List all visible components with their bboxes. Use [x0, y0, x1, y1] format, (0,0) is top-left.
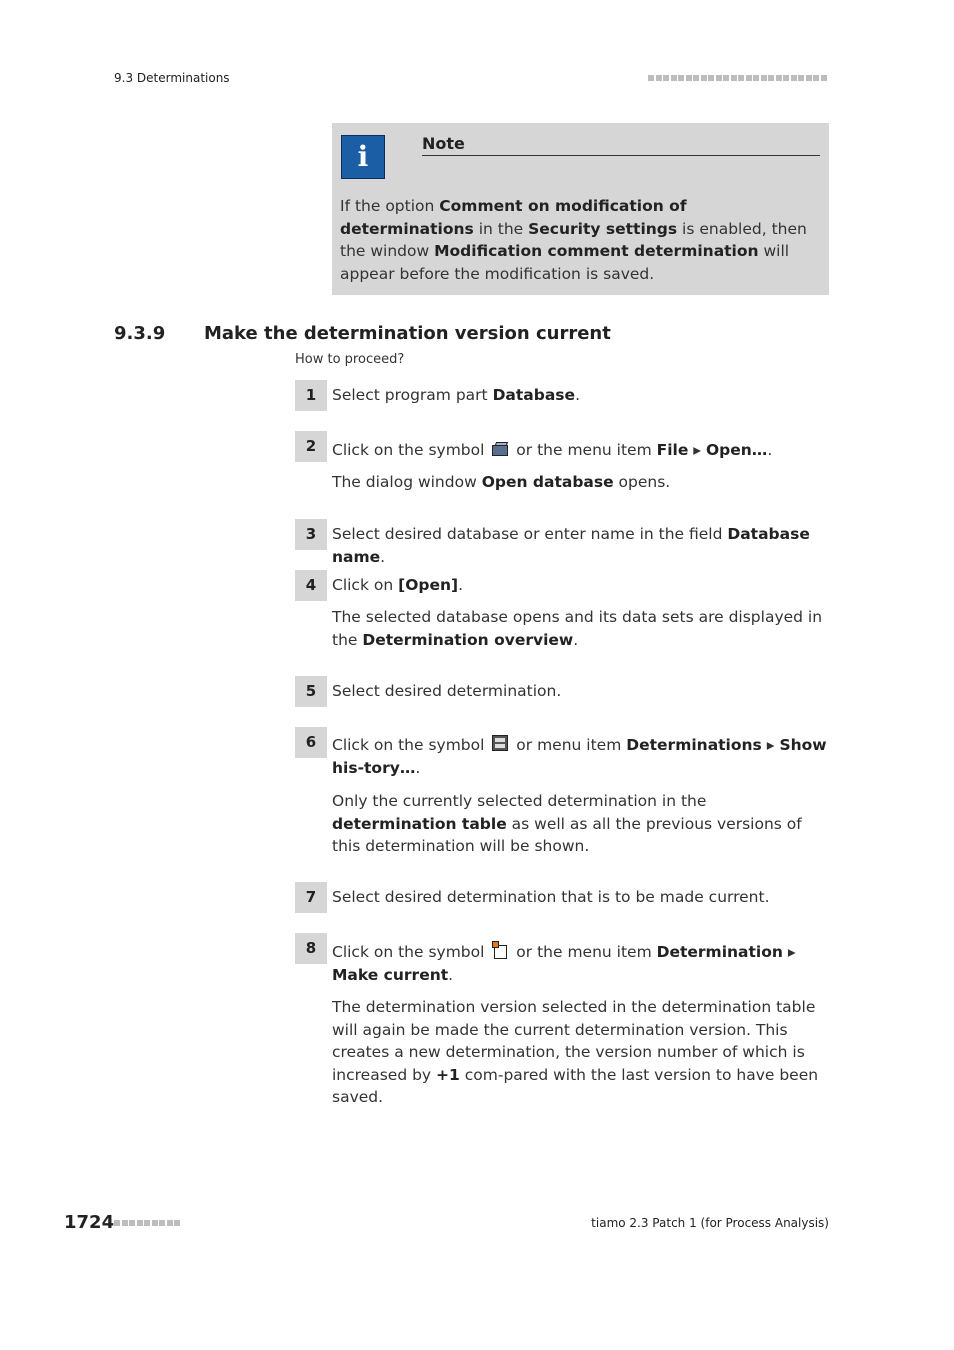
decoration-square — [746, 75, 752, 81]
text-run: as well as all the previous versions of this determination will be shown. — [332, 814, 802, 855]
text-run: Click on the symbol — [332, 736, 490, 754]
step-number: 5 — [295, 676, 327, 707]
show-history-icon[interactable] — [491, 734, 509, 752]
step-instruction — [332, 439, 829, 462]
note-text — [340, 195, 824, 285]
decoration-square — [723, 75, 729, 81]
step-instruction — [332, 574, 829, 597]
step-instruction — [332, 734, 829, 779]
page-number: 1724 — [64, 1212, 115, 1233]
decoration-square — [122, 1220, 128, 1226]
decoration-square — [798, 75, 804, 81]
bold-term: Show his-tory… — [332, 736, 827, 777]
bold-term: Make current — [332, 965, 449, 984]
bold-term: Open… — [705, 441, 768, 459]
step-number: 2 — [295, 431, 327, 462]
text-run: in the — [473, 219, 529, 238]
decoration-square — [791, 75, 797, 81]
text-run: ▸ — [761, 736, 780, 754]
decoration-square — [738, 75, 744, 81]
decoration-square — [731, 75, 737, 81]
step-result — [332, 996, 829, 1109]
decoration-square — [768, 75, 774, 81]
product-name: tiamo 2.3 Patch 1 (for Process Analysis) — [591, 1216, 829, 1230]
text-run: Click on the symbol — [332, 943, 490, 961]
text-run: com-pared with the last version to have been saved. — [332, 1065, 819, 1106]
footer-decoration — [114, 1220, 182, 1226]
text-run: . — [573, 630, 579, 649]
text-run: is enabled, then the window — [340, 219, 807, 260]
decoration-square — [761, 75, 767, 81]
text-run: . — [448, 965, 454, 984]
decoration-square — [648, 75, 654, 81]
step-number: 4 — [295, 570, 327, 601]
text-run: Select desired database or enter name in the field — [332, 525, 728, 543]
decoration-square — [167, 1220, 173, 1226]
step-number: 1 — [295, 380, 327, 411]
step-result — [332, 606, 829, 651]
text-run: The selected database opens and its data sets are displayed in the — [332, 608, 823, 649]
text-run: Select program part — [332, 386, 493, 404]
text-run: ▸ — [688, 441, 706, 459]
bold-term: determination table — [332, 814, 507, 833]
bold-term: File — [656, 441, 689, 459]
step-number: 3 — [295, 519, 327, 550]
text-run: or menu item — [511, 736, 627, 754]
text-run: . — [380, 547, 386, 566]
text-run: will appear before the modification is saved. — [340, 242, 790, 283]
text-run: . — [575, 386, 580, 404]
decoration-square — [813, 75, 819, 81]
decoration-square — [656, 75, 662, 81]
bold-term: Database — [492, 386, 576, 404]
decoration-square — [663, 75, 669, 81]
decoration-square — [174, 1220, 180, 1226]
step-instruction — [332, 680, 829, 703]
text-run: The dialog window — [332, 473, 482, 491]
info-icon: i — [341, 135, 385, 179]
decoration-square — [152, 1220, 158, 1226]
how-to-proceed: How to proceed? — [295, 352, 405, 367]
decoration-square — [806, 75, 812, 81]
step-result — [332, 471, 829, 494]
open-folder-icon[interactable] — [491, 439, 509, 457]
text-run: opens. — [613, 473, 671, 491]
text-run: If the option — [340, 197, 440, 215]
text-run: . — [767, 441, 773, 459]
text-run: Click on — [332, 576, 399, 594]
decoration-square — [753, 75, 759, 81]
note-box — [332, 123, 829, 295]
step-number: 8 — [295, 933, 327, 964]
step-number: 7 — [295, 882, 327, 913]
step-instruction — [332, 523, 829, 568]
decoration-square — [783, 75, 789, 81]
text-run: ▸ — [782, 943, 796, 961]
bold-term: +1 — [436, 1065, 460, 1084]
decoration-square — [776, 75, 782, 81]
bold-term: Database name — [332, 525, 810, 566]
section-title: Make the determination version current — [204, 323, 611, 344]
decoration-square — [129, 1220, 135, 1226]
text-run: Select desired determination that is to be made current. — [332, 888, 770, 906]
make-current-icon[interactable] — [491, 941, 509, 959]
running-header-section: 9.3 Determinations — [114, 71, 230, 85]
text-run: . — [458, 576, 464, 594]
bold-term: Determination overview — [362, 630, 574, 649]
note-title: Note — [422, 134, 820, 156]
text-run: The determination version selected in the determination table will again be made the current determination version. This creates a new determination, the version number of which is increased by — [332, 998, 816, 1084]
decoration-square — [144, 1220, 150, 1226]
text-run: Select desired determination. — [332, 682, 562, 700]
text-run: or the menu item — [511, 943, 657, 961]
text-run: . — [415, 758, 421, 777]
bold-term: Security settings — [528, 219, 678, 238]
step-instruction — [332, 384, 829, 407]
bold-term: Comment on modification of determinations — [340, 197, 687, 238]
decoration-square — [137, 1220, 143, 1226]
decoration-square — [701, 75, 707, 81]
header-decoration — [648, 75, 828, 81]
text-run: or the menu item — [511, 441, 657, 459]
text-run: Click on the symbol — [332, 441, 490, 459]
text-run: Only the currently selected determination in the — [332, 792, 707, 810]
decoration-square — [716, 75, 722, 81]
decoration-square — [821, 75, 827, 81]
step-number: 6 — [295, 727, 327, 758]
decoration-square — [114, 1220, 120, 1226]
decoration-square — [678, 75, 684, 81]
step-instruction — [332, 886, 829, 909]
decoration-square — [693, 75, 699, 81]
bold-term: Open database — [481, 473, 614, 491]
decoration-square — [686, 75, 692, 81]
section-number: 9.3.9 — [114, 323, 166, 344]
bold-term: [Open] — [398, 576, 459, 594]
bold-term: Determination — [656, 943, 783, 961]
step-instruction — [332, 941, 829, 986]
decoration-square — [708, 75, 714, 81]
decoration-square — [159, 1220, 165, 1226]
step-result — [332, 790, 829, 858]
bold-term: Modification comment determination — [434, 242, 759, 260]
bold-term: Determinations — [626, 736, 762, 754]
decoration-square — [671, 75, 677, 81]
